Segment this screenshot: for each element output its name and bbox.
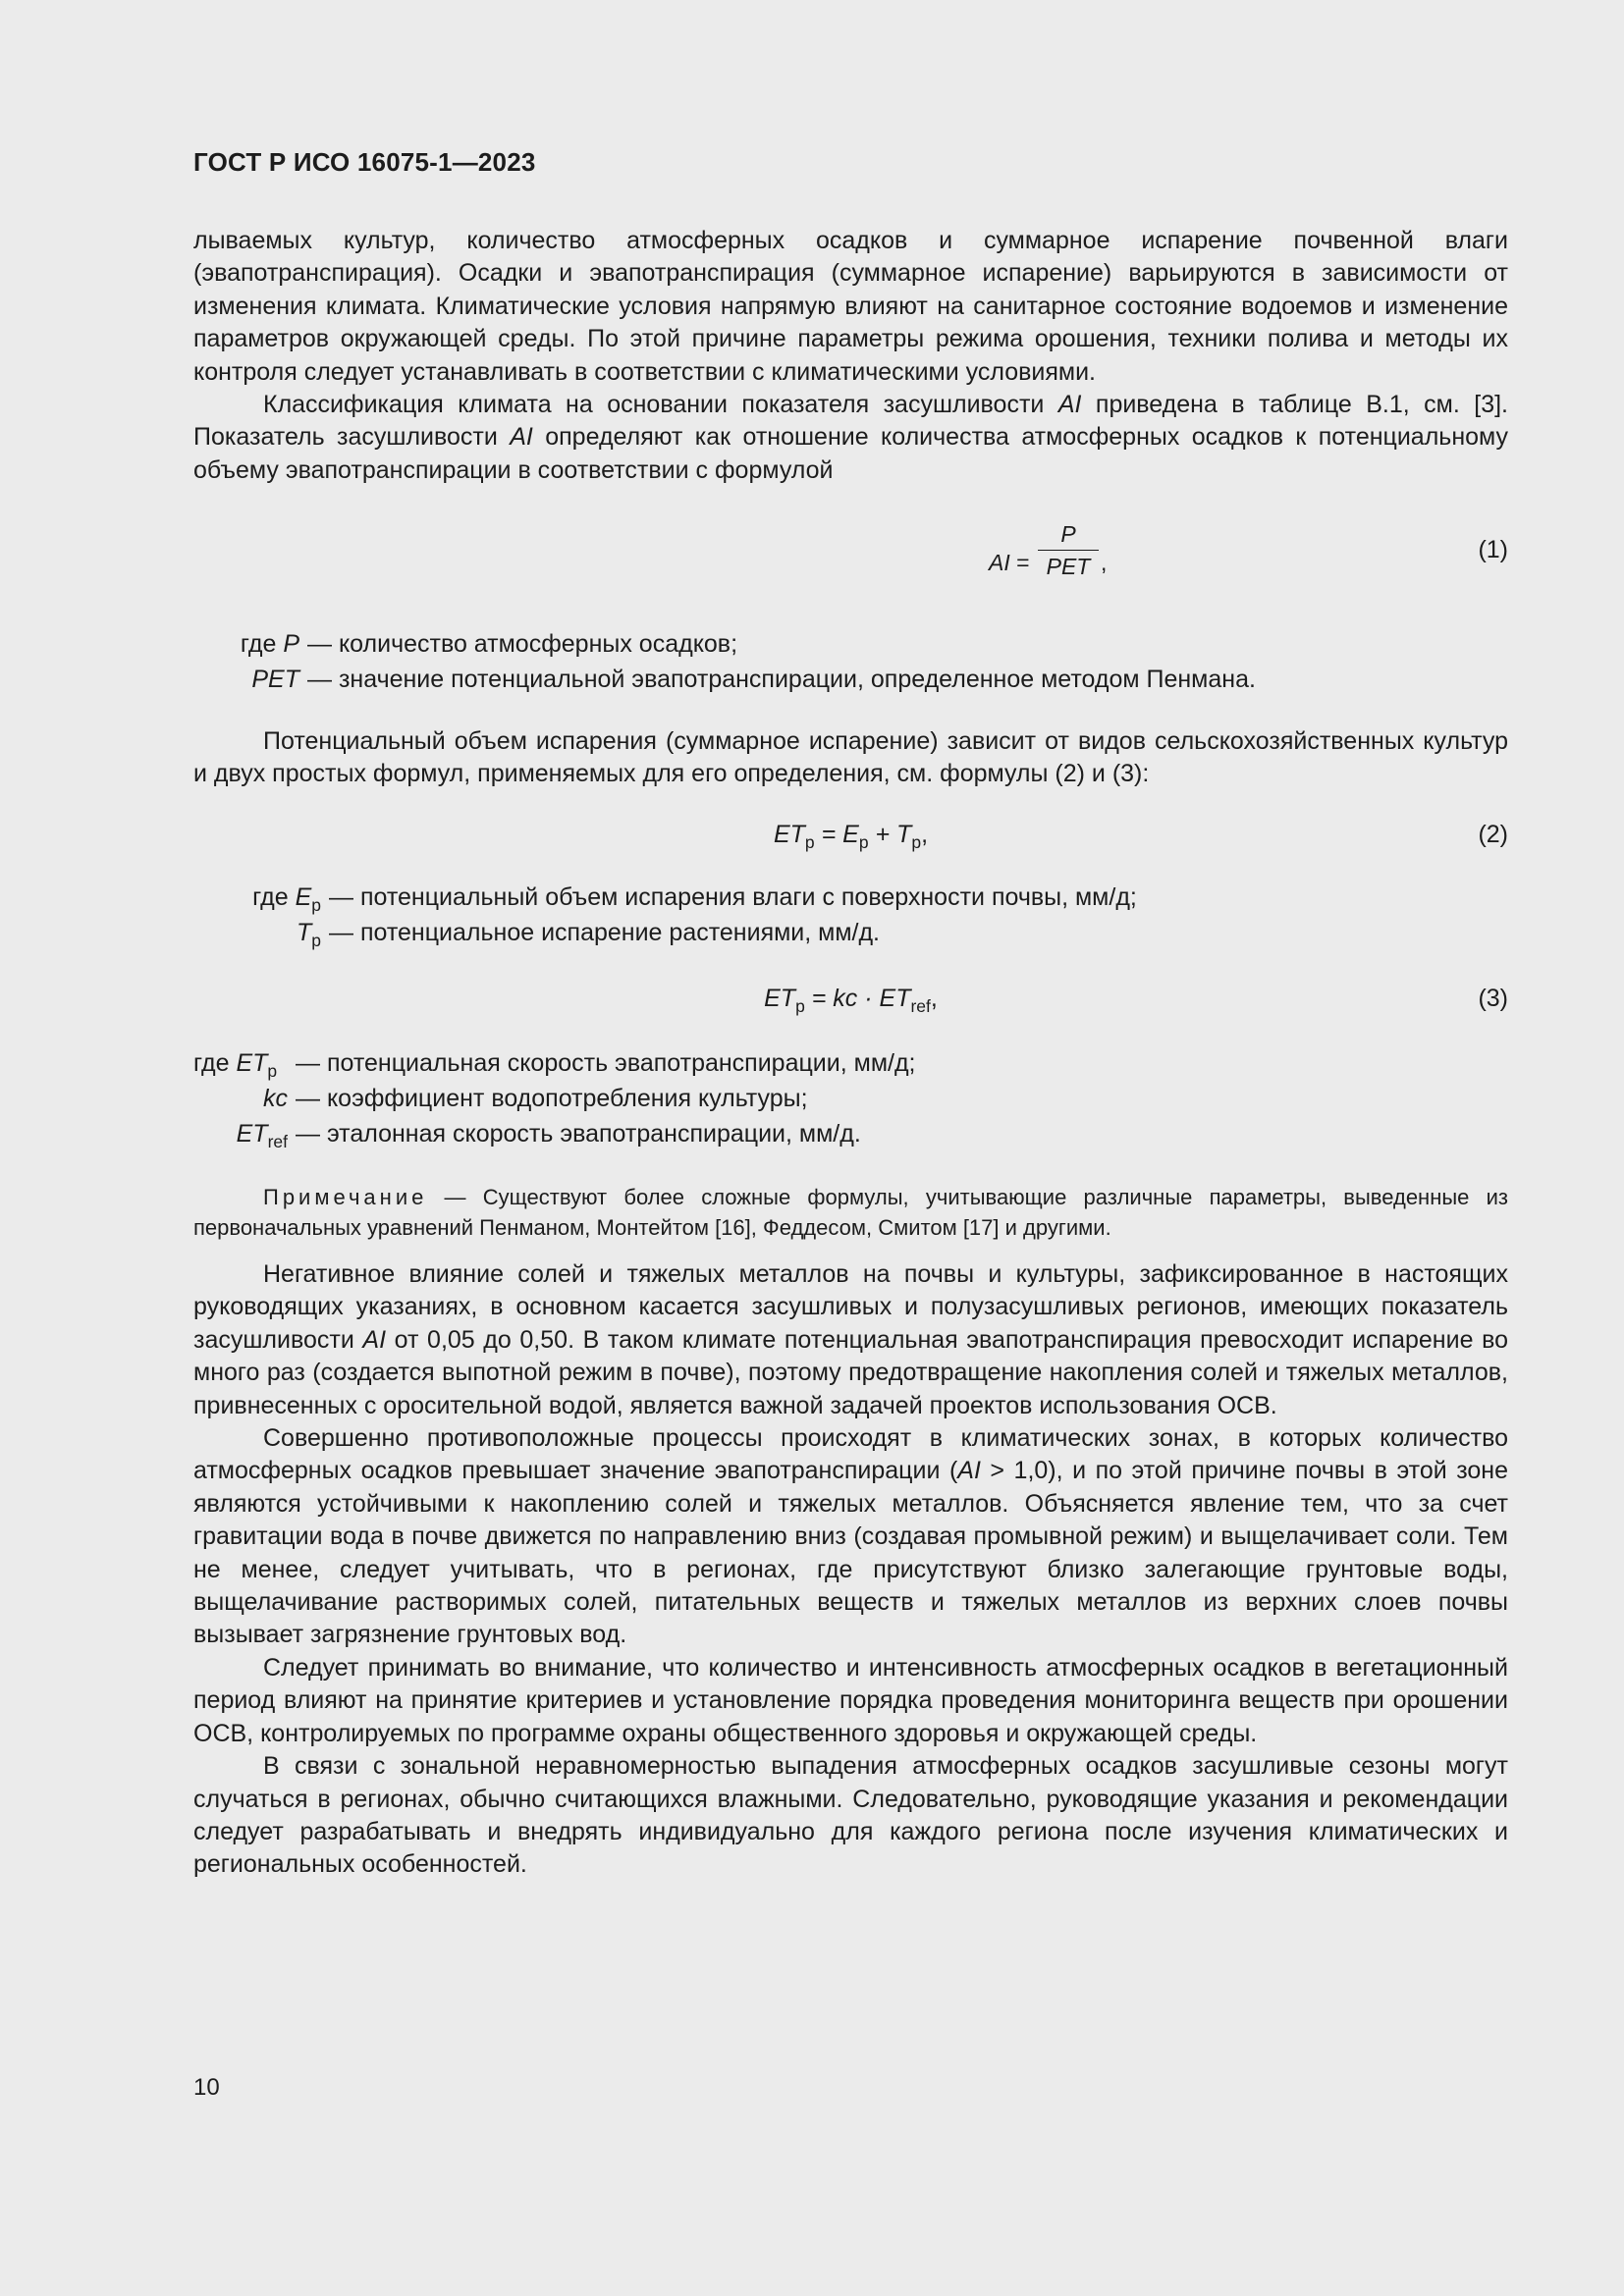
where-3-row-kc: kc — коэффициент водопотребления культуры; (263, 1085, 808, 1112)
where-2-row-tp: $T_p$ — потенциальное испарение растениями, мм/д. (296, 919, 880, 951)
formula-2 (193, 821, 1508, 860)
note-text: Примечание — Существуют более сложные формулы, учитывающие различные параметры, выведенные из первоначальных уравнений Пенманом, Монтейтом [16], Феддесом, Смитом [17] и другими. (193, 1185, 1508, 1240)
formula-3 (193, 985, 1508, 1024)
note-block (193, 1182, 1508, 1243)
formula-3-number: (3) (1478, 985, 1508, 1012)
where-block-1 (193, 626, 1508, 697)
where-1-row-p: где P — количество атмосферных осадков; (240, 630, 738, 658)
formula-2-number: (2) (1478, 821, 1508, 848)
formula-3-expression: $ET_p$ = kc · $ET_{ref}$, (764, 985, 938, 1017)
formula-1: AI = P PET , (1) (989, 521, 1508, 579)
note-label: Примечание (263, 1185, 428, 1209)
paragraph-climate-intro: лываемых культур, количество атмосферных осадков и суммарное испарение почвенной влаги (эвапотранспирация). Осадки и эвапотранспирация (суммарное испарение) варьируются в зависимости от изменения климата. Климатические условия напрямую влияют на санитарное состояние водоемов и изменение параметров окружающей среды. По этой причине параметры режима орошения, техники полива и методы их контроля следует устанавливать в соответствии с климатическими условиями. (193, 227, 1508, 386)
paragraph-precipitation-intensity: Следует принимать во внимание, что количество и интенсивность атмосферных осадков в вегетационный период влияют на принятие критериев и установление порядка проведения мониторинга веществ при орошении ОСВ, контролируемых по программе охраны общественного здоровья и окружающей среды. (193, 1653, 1508, 1747)
where-2-row-ep: где $E_p$ — потенциальный объем испарения влаги с поверхности почвы, мм/д; (252, 883, 1137, 916)
where-3-row-etp: где $ET_p$ — потенциальная скорость эвапотранспирации, мм/д; (193, 1049, 916, 1082)
paragraph-zonal-irregularity: В связи с зональной неравномерностью выпадения атмосферных осадков засушливые сезоны могут случаться в регионах, обычно считающихся влажными. Следовательно, руководящие указания и рекомендации следует разрабатывать и внедрять индивидуально для каждого региона после изучения климатических и региональных особенностей. (193, 1752, 1508, 1879)
where-3-row-etref: $ET_{ref}$ — эталонная скорость эвапотранспирации, мм/д. (236, 1120, 861, 1152)
paragraph-aridity-classification: Классификация климата на основании показателя засушливости AI приведена в таблице В.1, см. [3]. Показатель засушливости AI определяют как отношение количества атмосферных осадков к потенциальному объему эвапотранспирации в соответствии с формулой (193, 391, 1509, 484)
where-1-row-pet: PET — значение потенциальной эвапотранспирации, определенное методом Пенмана. (251, 666, 1256, 693)
formula-1-fraction: P PET (1038, 520, 1099, 580)
where-block-2 (193, 880, 1508, 950)
bottom-text-block (193, 1258, 1508, 1882)
paragraph-opposite-processes: Совершенно противоположные процессы происходят в климатических зонах, в которых количество атмосферных осадков превышает значение эвапотранспирации (AI > 1,0), и по этой причине почвы в этой зоне являются устойчивыми к накоплению солей и тяжелых металлов. Объясняется явление тем, что за счет гравитации вода в почве движется по направлению вниз (создавая промывной режим) и выщелачивает соли. Тем не менее, следует учитывать, что в регионах, где присутствуют близко залегающие грунтовые воды, выщелачивание растворимых солей, питательных веществ и тяжелых металлов из верхних слоев почвы вызывает загрязнение грунтовых вод. (193, 1424, 1509, 1649)
paragraph-salts-impact: Негативное влияние солей и тяжелых металлов на почвы и культуры, зафиксированное в настоящих руководящих указаниях, в основном касается засушливых и полузасушливых регионов, имеющих показатель засушливости AI от 0,05 до 0,50. В таком климате потенциальная эвапотранспирация превосходит испарение во много раз (создается выпотной режим в почве), поэтому предотвращение накопления солей и тяжелых металлов, привнесенных с оросительной водой, является важной задачей проектов использования ОСВ. (193, 1260, 1508, 1419)
where-block-3 (193, 1045, 1508, 1151)
paragraph-potential-evaporation: Потенциальный объем испарения (суммарное испарение) зависит от видов сельскохозяйственных культур и двух простых формул, применяемых для его определения, см. формулы (2) и (3): (193, 727, 1508, 788)
middle-text-block (193, 725, 1508, 791)
formula-2-expression: $ET_p = E_p + T_p$, (773, 821, 929, 853)
formula-1-number: (1) (1478, 536, 1508, 563)
document-header: ГОСТ Р ИСО 16075-1—2023 (193, 147, 536, 177)
page-number: 10 (193, 2074, 220, 2101)
top-text-block (193, 225, 1508, 487)
